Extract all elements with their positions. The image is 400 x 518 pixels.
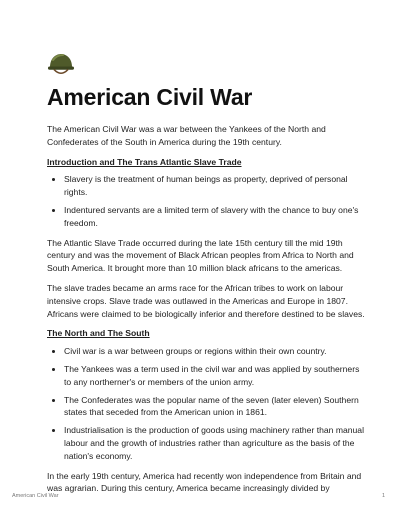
body-paragraph: The Atlantic Slave Trade occurred during the late 15th century till the mid 19th century and was the movement of Black African peoples from Africa to North and South America. It brought more than 10 million black africans to the americas.: [47, 237, 354, 274]
list-item: • The Confederates was the popular name of the seven (later eleven) Southern states that seceded from the American union in 1861.: [64, 394, 365, 420]
military-helmet-icon: [47, 52, 75, 78]
section-heading-north-south: The North and The South: [47, 328, 150, 339]
body-paragraph: The slave trades became an arms race for the African tribes to work on labour intensive crops. Slave trade was outlawed in the Americas and Europe in 1807. Africans were claimed to be biologically inferior and therefore destined to be slaves.: [47, 282, 365, 319]
document-page: [47, 52, 365, 502]
bullet-list-slave-trade: [47, 173, 365, 229]
list-item: • Indentured servants are a limited term of slavery with the chance to buy one's freedom.: [64, 204, 365, 230]
intro-paragraph: The American Civil War was a war between the Yankees of the North and Confederates of the South in America during the 19th century.: [47, 124, 326, 147]
list-item: • The Yankees was a term used in the civil war and was applied by southerners to any northerner's or members of the union army.: [64, 363, 365, 389]
list-item: • Civil war is a war between groups or regions within their own country.: [64, 345, 365, 358]
bullet-list-north-south: [47, 345, 365, 462]
footer-document-title: American Civil War: [12, 493, 59, 499]
footer-page-number: 1: [381, 493, 385, 499]
list-item: • Slavery is the treatment of human beings as property, deprived of personal rights.: [64, 173, 365, 199]
list-item: • Industrialisation is the production of goods using machinery rather than manual labour and the growth of industries rather than agriculture as the basis of the nation's economy.: [64, 424, 365, 462]
page-title: American Civil War: [47, 84, 253, 110]
body-paragraph: In the early 19th century, America had recently won independence from Britain and was agrarian. During this century, America became increasingly divided by: [47, 470, 362, 494]
section-heading-slave-trade: Introduction and The Trans Atlantic Slave Trade: [47, 156, 242, 167]
